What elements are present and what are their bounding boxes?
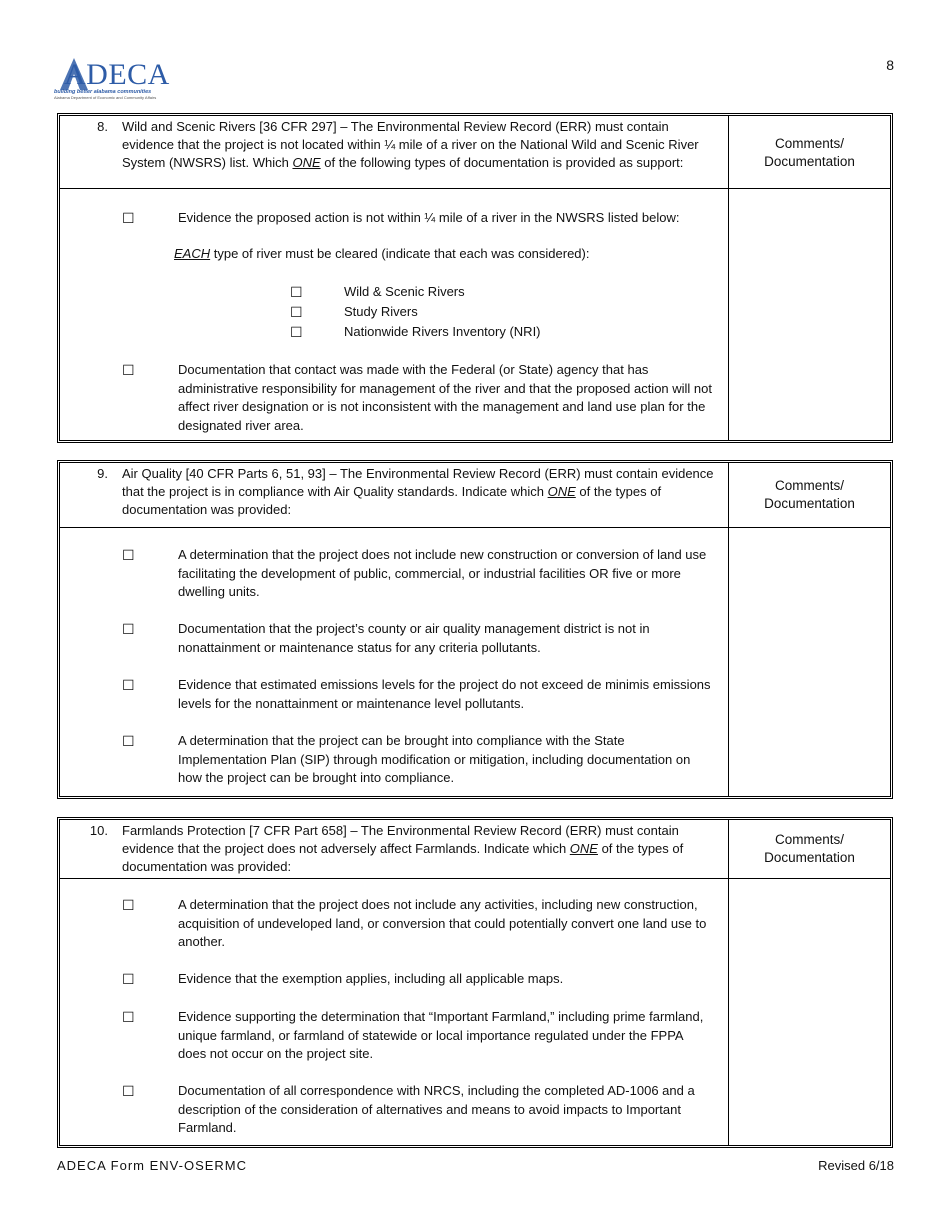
section-farmlands-protection: 10. Farmlands Protection [7 CFR Part 658] – The Environmental Review Record (ERR) must contain evidence that the project does not adversely affect Farmlands. Indicate which ONE of the types of documentation was provided: Comments/ Documentation ☐ A determination that the project does not include any activities, including new construction, acquisition of undeveloped land, or conversion that could potentially convert one land use to another. ☐ Evidence that the exemption applies, including all applicable maps. ☐ Evidence supporting the determination that “Important Farmland,” including prime farmland, unique farmland, or farmland of statewide or local importance regulated under the FPPA does not occur on the project site. ☐ Documentation of all correspondence with NRCS, including the completed AD-1006 and a description of the consideration of alternatives and means to avoid impacts to Important Farmland.: [57, 817, 893, 1148]
checkbox[interactable]: ☐: [122, 897, 135, 913]
emphasis-one: ONE: [292, 155, 321, 170]
emphasis-one: ONE: [547, 484, 576, 499]
each-river-instruction: EACH type of river must be cleared (indicate that each was considered):: [174, 246, 590, 261]
section-number: 9.: [97, 466, 108, 481]
checkbox[interactable]: ☐: [122, 210, 135, 226]
page-number: 8: [886, 57, 894, 73]
comments-header: Comments/ Documentation: [764, 478, 855, 511]
checkbox[interactable]: ☐: [122, 971, 135, 987]
checkbox[interactable]: ☐: [122, 733, 135, 749]
section-heading: Wild and Scenic Rivers [36 CFR 297] – The Environmental Review Record (ERR) must contain evidence that the project is not located within ¼ mile of a river on the National Wild and Scenic River System (NWSRS) list. Which ONE of the following types of documentation is provided as support:: [122, 119, 699, 170]
checkbox[interactable]: ☐: [122, 1009, 135, 1025]
adeca-logo: [54, 56, 170, 100]
checkbox[interactable]: ☐: [122, 362, 135, 378]
logo-tagline: building better alabama communities: [54, 89, 152, 95]
checkbox[interactable]: ☐: [290, 324, 303, 340]
section-heading: Farmlands Protection [7 CFR Part 658] – The Environmental Review Record (ERR) must contain evidence that the project does not adversely affect Farmlands. Indicate which ONE of the types of documentation was provided:: [122, 823, 684, 874]
checkbox[interactable]: ☐: [122, 677, 135, 693]
logo-text: ADECA: [64, 58, 170, 91]
logo-subtitle: Alabama Department of Economic and Community Affairs: [54, 95, 157, 100]
checkbox[interactable]: ☐: [122, 621, 135, 637]
emphasis-one: ONE: [569, 841, 598, 856]
checkbox[interactable]: ☐: [290, 284, 303, 300]
section-heading: Air Quality [40 CFR Parts 6, 51, 93] – The Environmental Review Record (ERR) must contain evidence that the project is in compliance with Air Quality standards. Indicate which ONE of the types of documentation was provided:: [122, 466, 714, 517]
checkbox[interactable]: ☐: [122, 547, 135, 563]
checkbox[interactable]: ☐: [290, 304, 303, 320]
comments-header: Comments/ Documentation: [764, 832, 855, 865]
section-wild-scenic-rivers: 8. Wild and Scenic Rivers [36 CFR 297] – The Environmental Review Record (ERR) must contain evidence that the project is not located within ¼ mile of a river on the National Wild and Scenic River System (NWSRS) list. Which ONE of the following types of documentation is provided as support: Comments/ Documentation ☐ Evidence the proposed action is not within ¼ mile of a river in the NWSRS listed below: EACH type of river must be cleared (indicate that each was considered): ☐ Wild & Scenic Rivers ☐ Study Rivers ☐ Nationwide Rivers Inventory (NRI) ☐ Documentation that contact was made with the Federal (or State) agency that has administrative responsibility for management of the river and that the proposed action will not affect river designation or is not inconsistent with the management and land use plan for the designated river area.: [57, 113, 893, 443]
checkbox[interactable]: ☐: [122, 1083, 135, 1099]
form-id: ADECA Form ENV-OSERMC: [57, 1158, 248, 1173]
section-number: 10.: [89, 823, 108, 838]
comments-header: Comments/ Documentation: [764, 136, 855, 169]
revision-date: Revised 6/18: [818, 1158, 894, 1173]
section-air-quality: 9. Air Quality [40 CFR Parts 6, 51, 93] – The Environmental Review Record (ERR) must contain evidence that the project is in compliance with Air Quality standards. Indicate which ONE of the types of documentation was provided: Comments/ Documentation ☐ A determination that the project does not include new construction or conversion of land use facilitating the development of public, commercial, or industrial facilities OR five or more dwelling units. ☐ Documentation that the project’s county or air quality management district is not in nonattainment or maintenance status for any criteria pollutants. ☐ Evidence that estimated emissions levels for the project do not exceed de minimis emissions levels for the nonattainment or maintenance level pollutants. ☐ A determination that the project can be brought into compliance with the State Implementation Plan (SIP) through modification or mitigation, including documentation on how the project can be brought into compliance.: [57, 460, 893, 799]
section-number: 8.: [97, 119, 108, 134]
